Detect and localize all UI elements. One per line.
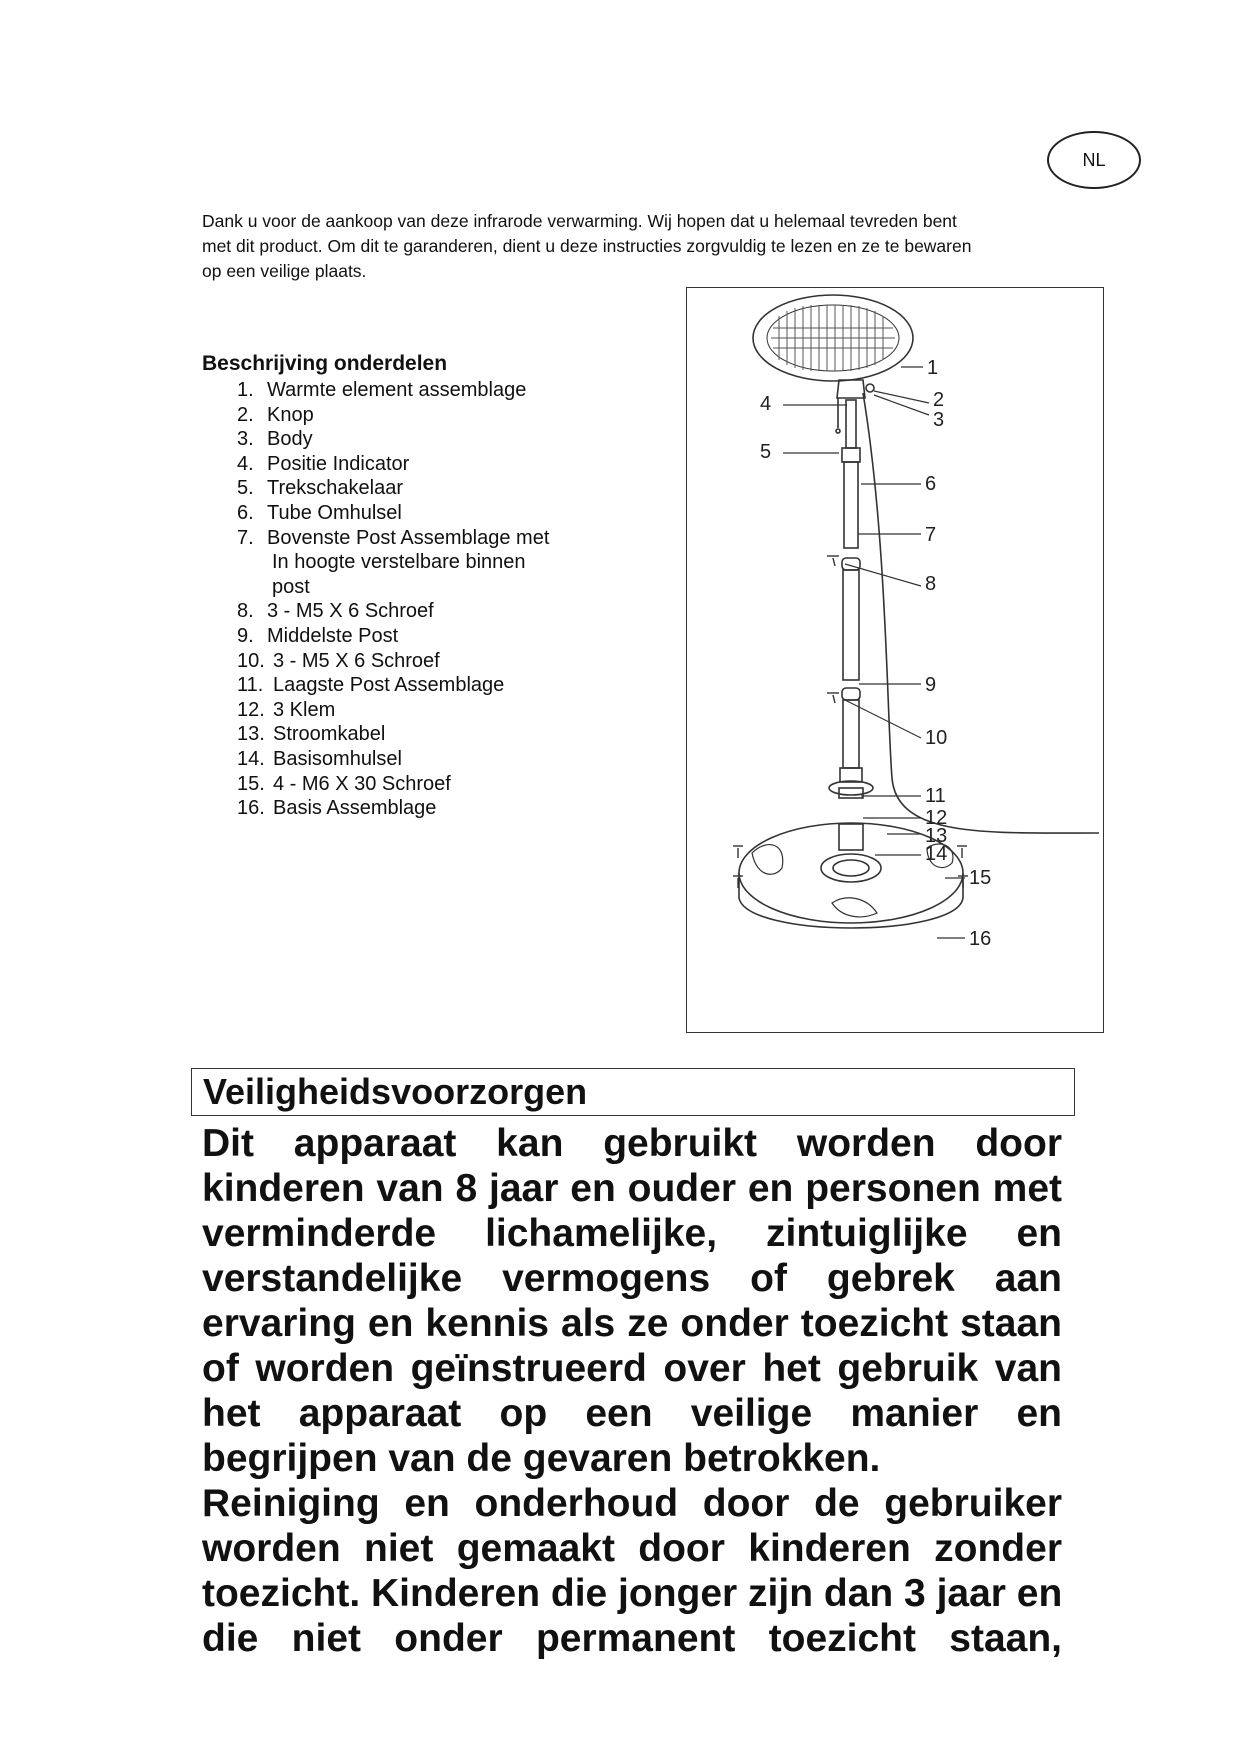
callout-5: 5 xyxy=(760,441,772,463)
list-item: 9. Middelste Post xyxy=(237,624,399,647)
callout-14: 14 xyxy=(925,843,948,865)
safety-line: worden niet gemaakt door kinderen zonder xyxy=(202,1527,1062,1570)
safety-line: het apparaat op een veilige manier en xyxy=(202,1392,1062,1435)
safety-line: of worden geïnstrueerd over het gebruik van xyxy=(202,1347,1062,1390)
list-item: 5. Trekschakelaar xyxy=(237,477,403,500)
list-item: 11. Laagste Post Assemblage xyxy=(237,674,505,697)
list-item: 6. Tube Omhulsel xyxy=(237,501,402,524)
callout-2: 2 xyxy=(933,389,945,411)
language-badge: NL xyxy=(1047,131,1141,189)
list-item: 8. 3 - M5 X 6 Schroef xyxy=(237,600,434,623)
list-item: 10. 3 - M5 X 6 Schroef xyxy=(237,649,440,672)
safety-line: verstandelijke vermogens of gebrek aan xyxy=(202,1257,1062,1300)
callout-1: 1 xyxy=(927,357,939,379)
list-item: 15. 4 - M6 X 30 Schroef xyxy=(237,772,451,795)
list-item: 3. Body xyxy=(237,428,313,451)
list-item: 7. Bovenste Post Assemblage met In hoogte verstelbare binnen post xyxy=(237,526,617,600)
safety-line: Dit apparaat kan gebruikt worden door xyxy=(202,1122,1062,1165)
tube-cover xyxy=(842,448,860,462)
safety-paragraph xyxy=(202,1121,1062,1661)
inner-post xyxy=(846,400,856,448)
intro-line: op een veilige plaats. xyxy=(202,261,367,281)
safety-line: kinderen van 8 jaar en ouder en personen met xyxy=(202,1167,1062,1210)
safety-heading: Veiligheidsvoorzorgen xyxy=(191,1068,1075,1116)
list-item: 14. Basisomhulsel xyxy=(237,747,402,770)
callout-15: 15 xyxy=(969,867,992,889)
callout-13: 13 xyxy=(925,825,948,847)
safety-line: Reiniging en onderhoud door de gebruiker xyxy=(202,1482,1062,1525)
safety-line: verminderde lichamelijke, zintuiglijke en xyxy=(202,1212,1062,1255)
upper-post xyxy=(844,462,858,548)
list-item-continuation: post xyxy=(272,575,310,598)
heater-diagram-svg xyxy=(687,288,1105,1034)
heater-exploded-diagram xyxy=(686,287,1104,1033)
list-item: 4. Positie Indicator xyxy=(237,452,410,475)
list-item: 2. Knop xyxy=(237,403,314,426)
list-item-continuation: In hoogte verstelbare binnen xyxy=(272,551,526,574)
parts-title: Beschrijving onderdelen xyxy=(202,352,448,375)
body-drawing xyxy=(837,380,865,398)
safety-line: begrijpen van de gevaren betrokken. xyxy=(202,1437,881,1480)
safety-line: ervaring en kennis als ze onder toezicht staan xyxy=(202,1302,1062,1345)
middle-post xyxy=(843,570,859,680)
intro-line: Dank u voor de aankoop van deze infrarode verwarming. Wij hopen dat u helemaal tevreden bent xyxy=(202,211,957,231)
callout-12: 12 xyxy=(925,807,948,829)
list-item: 1. Warmte element assemblage xyxy=(237,379,527,401)
safety-line: die niet onder permanent toezicht staan, xyxy=(202,1617,1062,1660)
callout-6: 6 xyxy=(925,473,937,495)
knob-drawing xyxy=(866,384,874,392)
power-cable-drawing xyxy=(863,393,1099,833)
callout-10: 10 xyxy=(925,727,948,749)
list-item: 12. 3 Klem xyxy=(237,698,336,721)
parts-list xyxy=(237,378,617,821)
intro-paragraph xyxy=(202,209,1102,284)
heater-grille xyxy=(771,305,895,371)
callout-11: 11 xyxy=(925,785,946,807)
intro-line: met dit product. Om dit te garanderen, dient u deze instructies zorgvuldig te lezen en ze te bewaren xyxy=(202,236,972,256)
callout-16: 16 xyxy=(969,928,992,950)
callout-9: 9 xyxy=(925,674,937,696)
list-item: 13. Stroomkabel xyxy=(237,723,386,746)
callout-7: 7 xyxy=(925,524,937,546)
lower-post xyxy=(843,700,859,768)
callout-3: 3 xyxy=(933,409,945,431)
safety-line: toezicht. Kinderen die jonger zijn dan 3 jaar en xyxy=(202,1572,1063,1615)
list-item: 16. Basis Assemblage xyxy=(237,797,437,820)
callout-8: 8 xyxy=(925,573,937,595)
callout-4: 4 xyxy=(760,393,772,415)
